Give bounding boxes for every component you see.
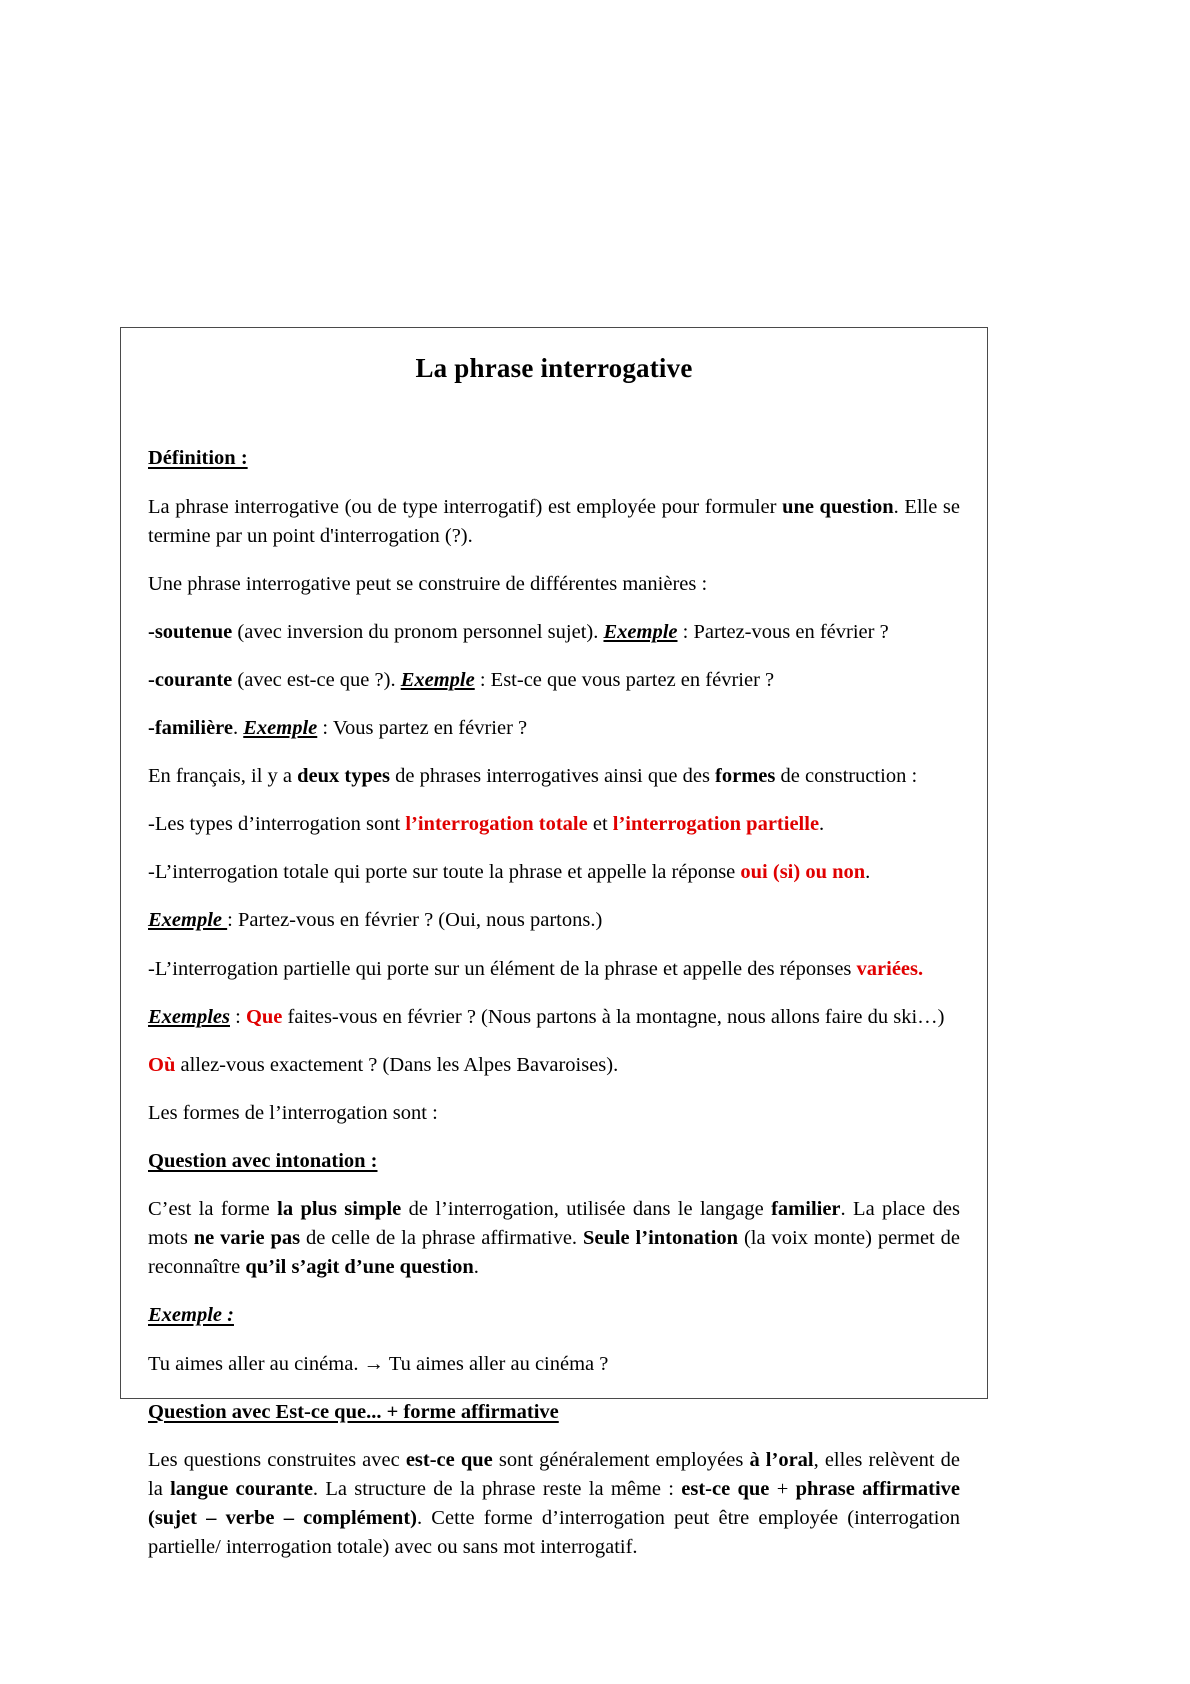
paragraph-est-ce-que	[148, 1446, 960, 1562]
exemples-label: Exemples	[148, 1005, 230, 1028]
totale-exemple-label: Exemple	[148, 909, 228, 932]
types-text-1: En français, il y a	[148, 765, 298, 788]
soutenue-text-1: (avec inversion du pronom personnel sujet).	[232, 620, 604, 643]
familiere-exemple-label: Exemple	[243, 717, 318, 740]
courante-label: -courante	[148, 668, 233, 691]
intonation-text-3: . La place des mots	[148, 1198, 960, 1250]
heading-question-intonation: Question avec intonation :	[148, 1150, 378, 1173]
estceque-text-5: +	[769, 1477, 796, 1500]
soutenue-exemple-label: Exemple	[603, 620, 678, 643]
paragraph-exemple-totale	[148, 906, 960, 935]
red-oui-si-ou-non: oui (si) ou non	[740, 861, 866, 884]
paragraph-exemple-cinema: Tu aimes aller au cinéma. → Tu aimes aller au cinéma ?	[148, 1352, 609, 1375]
page-title: La phrase interrogative	[415, 353, 693, 383]
courante-exemple-label: Exemple	[400, 668, 475, 691]
document-content	[148, 352, 960, 1581]
exemples-text: faites-vous en février ? (Nous partons à la montagne, nous allons faire du ski…)	[282, 1005, 945, 1028]
familiere-label: -familière	[148, 717, 233, 740]
paragraph-intonation	[148, 1195, 960, 1282]
estceque-bold-phrase-affirmative: phrase affirmative	[795, 1477, 960, 1500]
intonation-bold-ne-varie-pas: ne varie pas	[193, 1227, 301, 1250]
totale-text-1: -L’interrogation totale qui porte sur toute la phrase et appelle la réponse	[148, 861, 741, 884]
estceque-text-4: . La structure de la phrase reste la même :	[312, 1477, 682, 1500]
estceque-text-7: . Cette forme d’interrogation peut être employée (interrogation partielle/ interrogation totale) avec ou sans mot interrogatif.	[148, 1507, 960, 1559]
red-interrogation-totale: l’interrogation totale	[405, 813, 588, 836]
intonation-text-2: de l’interrogation, utilisée dans le langage	[401, 1198, 772, 1221]
paragraph-interrogation-partielle	[148, 955, 960, 984]
paragraph-types	[148, 762, 960, 791]
types-bold-formes: formes	[715, 765, 776, 788]
red-variees: variées.	[856, 957, 924, 980]
partielle-text-1: -L’interrogation partielle qui porte sur un élément de la phrase et appelle des réponses	[148, 957, 857, 980]
estceque-text-3: , elles relèvent de la	[148, 1448, 960, 1500]
paragraph-courante	[148, 666, 960, 695]
paragraph-interrogation-totale	[148, 858, 960, 887]
paragraph-formes-intro: Les formes de l’interrogation sont :	[148, 1101, 438, 1124]
definition-text-2: . Elle se termine par un point d'interrogation (?).	[148, 495, 960, 547]
exemples-colon: :	[230, 1005, 246, 1028]
intonation-text-5: (la voix monte) permet de reconnaître	[148, 1227, 960, 1279]
intonation-text-6: .	[473, 1256, 479, 1279]
estceque-bold-langue-courante: langue courante	[170, 1477, 313, 1500]
estceque-bold-sujet-verbe-complement: (sujet – verbe – complément)	[148, 1507, 417, 1530]
types-list-text-2: et	[587, 813, 613, 836]
intonation-text-1: C’est la forme	[148, 1198, 278, 1221]
intonation-bold-plus-simple: la plus simple	[277, 1198, 402, 1221]
types-list-text-1: -Les types d’interrogation sont	[148, 813, 406, 836]
estceque-bold-est-ce-que: est-ce que	[405, 1448, 493, 1471]
estceque-bold-a-loral: à l’oral	[749, 1448, 814, 1471]
familiere-text-2: : Vous partez en février ?	[317, 717, 528, 740]
ou-text: allez-vous exactement ? (Dans les Alpes Bavaroises).	[175, 1053, 619, 1076]
paragraph-types-list	[148, 810, 960, 839]
intonation-bold-quil-sagit: qu’il s’agit d’une question	[245, 1256, 474, 1279]
estceque-text-1: Les questions construites avec	[148, 1448, 406, 1471]
paragraph-soutenue	[148, 618, 960, 647]
types-bold-deux-types: deux types	[297, 765, 390, 788]
definition-text-1: La phrase interrogative (ou de type interrogatif) est employée pour formuler	[148, 495, 783, 518]
intonation-text-4: de celle de la phrase affirmative.	[300, 1227, 583, 1250]
estceque-bold-est-ce-que-2: est-ce que	[681, 1477, 770, 1500]
soutenue-label: -soutenue	[148, 620, 233, 643]
totale-exemple-text: : Partez-vous en février ? (Oui, nous partons.)	[227, 909, 603, 932]
soutenue-text-2: : Partez-vous en février ?	[677, 620, 889, 643]
definition-bold-question: une question	[782, 495, 894, 518]
paragraph-exemples-partielle	[148, 1003, 960, 1032]
familiere-text-1: .	[233, 717, 244, 740]
red-interrogation-partielle: l’interrogation partielle	[612, 813, 820, 836]
types-text-3: de construction :	[775, 765, 918, 788]
totale-text-2: .	[865, 861, 871, 884]
courante-text-1: (avec est-ce que ?).	[232, 668, 401, 691]
types-list-text-3: .	[819, 813, 825, 836]
red-que: Que	[245, 1005, 283, 1028]
paragraph-definition	[148, 493, 960, 551]
heading-exemple: Exemple :	[148, 1304, 234, 1327]
red-ou: Où	[148, 1053, 176, 1076]
paragraph-construction-intro: Une phrase interrogative peut se construire de différentes manières :	[148, 572, 708, 595]
heading-definition: Définition :	[148, 447, 248, 470]
heading-question-est-ce-que: Question avec Est-ce que... + forme affirmative	[148, 1400, 559, 1423]
courante-text-2: : Est-ce que vous partez en février ?	[474, 668, 775, 691]
intonation-bold-seule-intonation: Seule l’intonation	[582, 1227, 739, 1250]
estceque-text-2: sont généralement employées	[492, 1448, 750, 1471]
types-text-2: de phrases interrogatives ainsi que des	[389, 765, 716, 788]
paragraph-familiere	[148, 714, 960, 743]
paragraph-exemple-ou	[148, 1051, 960, 1080]
intonation-bold-familier: familier	[771, 1198, 841, 1221]
